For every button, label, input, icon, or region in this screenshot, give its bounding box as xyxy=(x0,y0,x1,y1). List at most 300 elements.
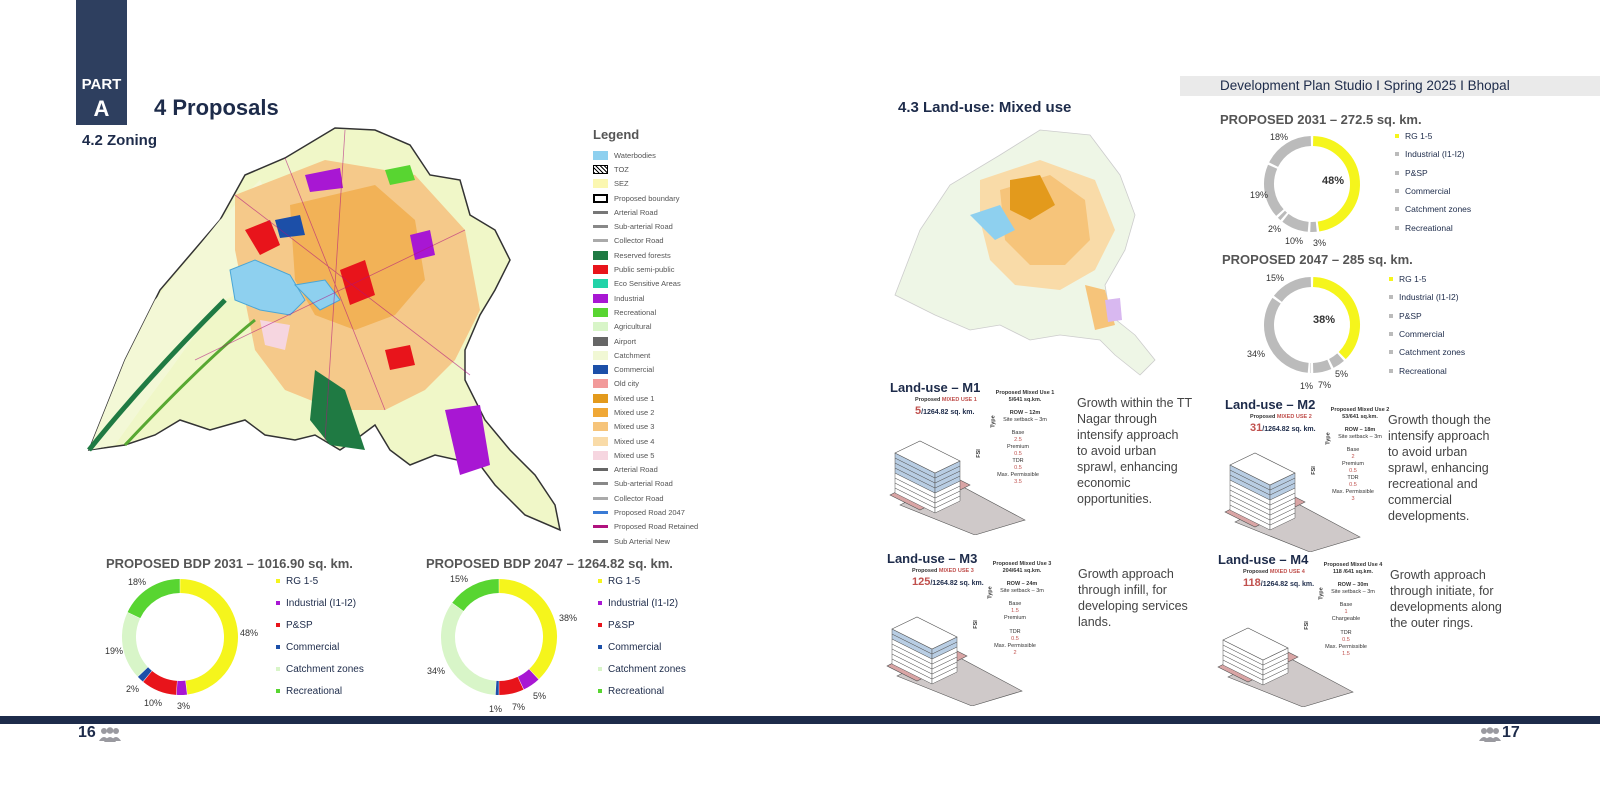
proposed-2047-donut xyxy=(1260,273,1364,377)
pct-label: 1% xyxy=(489,704,503,714)
donut-legend-item xyxy=(276,614,364,636)
legend-label: Mixed use 1 xyxy=(614,393,655,403)
pct-label: 7% xyxy=(512,702,526,712)
mixed-use-count: 5 xyxy=(915,405,922,417)
legend-label: Public semi-public xyxy=(614,265,675,275)
type-heading: Proposed Mixed Use 1 xyxy=(995,390,1055,396)
legend-swatch xyxy=(593,482,608,485)
legend-swatch xyxy=(593,351,608,360)
legend-label: Proposed Road Retained xyxy=(614,522,699,532)
fsi-value: 1.5 xyxy=(1342,651,1350,657)
legend-label: SEZ xyxy=(614,179,629,189)
legend-item xyxy=(593,248,713,262)
fsi-value: 2.5 xyxy=(1014,437,1022,443)
legend-label: Sub Arterial New xyxy=(614,536,670,546)
type-label: Type xyxy=(987,586,994,599)
pct-label: 19% xyxy=(105,646,124,656)
legend-title: Legend xyxy=(593,127,640,142)
m3-description: Growth approach through infill, for developing services lands. xyxy=(1078,567,1188,629)
m3-count-line xyxy=(912,576,984,588)
mixed-use-count: 31 xyxy=(1250,422,1263,434)
m2-description: Growth though the intensify approach to avoid urban sprawl, enhancing recreational and commercial developments. xyxy=(1388,413,1491,523)
type-heading: Proposed Mixed Use 2 xyxy=(1330,407,1390,413)
legend-label: Proposed boundary xyxy=(614,193,680,203)
fsi-value: 1.5 xyxy=(1011,608,1019,614)
donut-legend-item xyxy=(1389,288,1465,306)
fsi-key: TDR xyxy=(1012,458,1024,464)
legend-item xyxy=(593,405,713,419)
m2-title: Land-use – M2 xyxy=(1225,397,1316,412)
fsi-key: Max. Permissible xyxy=(997,472,1039,478)
legend-label: Industrial xyxy=(614,293,645,303)
legend-swatch xyxy=(593,322,608,331)
fsi-key: TDR xyxy=(1347,475,1359,481)
donut-slice-catchment-zones xyxy=(1269,167,1280,213)
donut-legend-item xyxy=(1389,343,1465,361)
legend-swatch xyxy=(593,151,608,160)
donut-legend-item xyxy=(276,636,364,658)
pct-label: 34% xyxy=(427,666,446,676)
donut-legend-item xyxy=(276,570,364,592)
pct-label: 2% xyxy=(1268,224,1282,234)
legend-label: Mixed use 5 xyxy=(614,450,655,460)
donut-slice-rg-1-5 xyxy=(499,586,550,674)
pct-label: 34% xyxy=(1247,349,1266,359)
legend-label: Airport xyxy=(614,336,637,346)
fsi-value: 0.5 xyxy=(1014,465,1022,471)
legend-label: Collector Road xyxy=(614,236,664,246)
legend-item xyxy=(593,434,713,448)
type-label: Type xyxy=(1325,432,1332,445)
legend-item xyxy=(593,234,713,248)
m1-building-diagram xyxy=(880,425,1030,535)
mixed-use-map xyxy=(890,120,1180,380)
legend-swatch xyxy=(593,239,608,242)
legend-dot xyxy=(276,667,280,671)
donut-slice-p-sp xyxy=(148,676,177,687)
pct-label: 3% xyxy=(1313,238,1327,248)
fsi-key: TDR xyxy=(1340,630,1352,636)
legend-label: Sub-arterial Road xyxy=(614,222,673,232)
mixed-use-label: MIXED USE 3 xyxy=(938,568,974,574)
legend-swatch xyxy=(593,437,608,446)
fsi-key: Max. Permissible xyxy=(994,643,1036,649)
legend-label: Commercial xyxy=(614,365,655,375)
legend-label: Mixed use 2 xyxy=(614,407,655,417)
studio-banner: Development Plan Studio I Spring 2025 I Bhopal xyxy=(1180,76,1600,96)
legend-swatch xyxy=(593,511,608,514)
donut-slice-catchment-zones xyxy=(129,615,143,671)
donut-legend-item xyxy=(1395,164,1471,182)
fsi-value: 2 xyxy=(1013,650,1017,656)
fsi-value: 0.5 xyxy=(1014,451,1022,457)
pct-label: 38% xyxy=(1313,314,1336,326)
legend-dot xyxy=(276,623,280,627)
proposed-label: Proposed xyxy=(915,397,941,403)
bdp-2031-title: PROPOSED BDP 2031 – 1016.90 sq. km. xyxy=(106,556,353,571)
fsi-key: Max. Permissible xyxy=(1325,644,1367,650)
pct-label: 18% xyxy=(1270,132,1289,142)
legend-label: P&SP xyxy=(1405,167,1428,178)
legend-label: Commercial xyxy=(608,641,662,653)
pct-label: 5% xyxy=(533,691,547,701)
donut-legend-item xyxy=(1395,218,1471,236)
legend-item xyxy=(593,219,713,233)
row-value: ROW – 12m xyxy=(1009,410,1041,416)
legend-swatch xyxy=(593,294,608,303)
m1-proposed-line xyxy=(915,397,977,404)
donut-slice-p-sp xyxy=(1313,364,1329,368)
donut-slice-industrial-i1-i2- xyxy=(1331,357,1340,363)
bdp-2047-title: PROPOSED BDP 2047 – 1264.82 sq. km. xyxy=(426,556,673,571)
legend-label: Recreational xyxy=(614,307,657,317)
row-value: ROW – 24m xyxy=(1006,581,1038,587)
mixed-use-label: MIXED USE 2 xyxy=(1276,414,1312,420)
legend-dot xyxy=(1389,314,1393,318)
legend-label: Proposed Road 2047 xyxy=(614,508,685,518)
donut-legend-item xyxy=(1389,270,1465,288)
legend-dot xyxy=(276,579,280,583)
legend-swatch xyxy=(593,468,608,471)
legend-swatch xyxy=(593,165,608,174)
footer-bar xyxy=(0,716,1600,724)
bdp-2047-donut xyxy=(437,575,561,699)
pct-label: 10% xyxy=(1285,236,1304,246)
donut-slice-catchment-zones xyxy=(1269,301,1308,368)
legend-swatch xyxy=(593,225,608,228)
legend-label: Catchment xyxy=(614,350,651,360)
m3-building-diagram xyxy=(877,596,1027,706)
proposed-2031-donut xyxy=(1260,132,1364,236)
legend-swatch xyxy=(593,394,608,403)
pct-label: 2% xyxy=(126,684,140,694)
legend-dot xyxy=(1395,152,1399,156)
pct-label: 48% xyxy=(1322,175,1345,187)
legend-label: Eco Sensitive Areas xyxy=(614,279,681,289)
fsi-value: 0.5 xyxy=(1349,468,1357,474)
part-label: PART xyxy=(81,76,122,93)
type-value: 204/641 sq.km. xyxy=(1002,568,1042,574)
bdp-2031-legend xyxy=(276,570,364,702)
donut-legend-item xyxy=(276,680,364,702)
fsi-key: Base xyxy=(1339,602,1353,608)
m2-building-diagram xyxy=(1215,442,1365,552)
mixed-use-total: /1264.82 sq. km. xyxy=(921,409,975,416)
fsi-value: 0.5 xyxy=(1342,637,1350,643)
donut-slice-p-sp xyxy=(1285,218,1308,227)
row-value: ROW – 30m xyxy=(1337,582,1369,588)
m2-proposed-line xyxy=(1250,414,1312,421)
legend-label: RG 1-5 xyxy=(1399,274,1427,285)
bdp-2047-legend xyxy=(598,570,686,702)
fsi-label: FSI xyxy=(972,620,979,629)
legend-swatch xyxy=(593,265,608,274)
bdp-2031-donut xyxy=(118,575,242,699)
donut-legend-item xyxy=(276,658,364,680)
proposed-label: Proposed xyxy=(912,568,938,574)
donut-slice-recreational xyxy=(458,586,499,607)
legend-item xyxy=(593,305,713,319)
donut-slice-industrial-i1-i2- xyxy=(521,674,534,683)
fsi-key: Chargeable xyxy=(1331,616,1361,622)
setback-value: Site setback – 3m xyxy=(1003,417,1047,423)
legend-label: Agricultural xyxy=(614,322,652,332)
fsi-label: FSI xyxy=(1303,621,1310,630)
legend-item xyxy=(593,463,713,477)
legend-label: Industrial (I1-I2) xyxy=(1399,292,1459,303)
legend-item xyxy=(593,320,713,334)
legend-item xyxy=(593,177,713,191)
fsi-key: Base xyxy=(1346,447,1360,453)
pct-label: 15% xyxy=(1266,273,1285,283)
legend-swatch xyxy=(593,179,608,188)
mixed-use-total: /1264.82 sq. km. xyxy=(1260,581,1315,588)
donut-legend-item xyxy=(1389,361,1465,379)
fsi-value: 2 xyxy=(1351,454,1355,460)
fsi-key: Max. Permissible xyxy=(1332,489,1374,495)
type-value: 118 /641 sq.km. xyxy=(1332,569,1374,575)
legend-swatch xyxy=(593,379,608,388)
legend-item xyxy=(593,534,713,548)
legend-swatch xyxy=(593,497,608,500)
pct-label: 5% xyxy=(1335,369,1349,379)
donut-legend-item xyxy=(598,592,686,614)
donut-legend-item xyxy=(1395,182,1471,200)
pct-label: 18% xyxy=(128,577,147,587)
page-title: 4 Proposals xyxy=(154,95,279,120)
donut-slice-recreational xyxy=(134,586,180,615)
setback-value: Site setback – 3m xyxy=(1338,434,1382,440)
legend-item xyxy=(593,362,713,376)
legend-swatch xyxy=(593,365,608,374)
legend-item xyxy=(593,448,713,462)
proposed-2047-title: PROPOSED 2047 – 285 sq. km. xyxy=(1222,252,1413,267)
part-tab xyxy=(76,0,127,125)
legend-item xyxy=(593,348,713,362)
legend-item xyxy=(593,148,713,162)
donut-legend-item xyxy=(598,570,686,592)
legend-dot xyxy=(1389,332,1393,336)
fsi-key: Premium xyxy=(1341,461,1364,467)
legend-item xyxy=(593,334,713,348)
legend-label: RG 1-5 xyxy=(1405,131,1433,142)
legend-swatch xyxy=(593,308,608,317)
legend-label: Recreational xyxy=(1405,222,1453,233)
legend-swatch xyxy=(593,211,608,214)
m2-count-line xyxy=(1250,422,1316,434)
proposed-label: Proposed xyxy=(1243,569,1269,575)
legend-dot xyxy=(276,689,280,693)
legend-swatch xyxy=(593,337,608,346)
m4-proposed-line xyxy=(1243,569,1305,576)
legend-swatch xyxy=(593,422,608,431)
legend-label: Catchment zones xyxy=(286,663,364,675)
legend-label: Catchment zones xyxy=(608,663,686,675)
legend-dot xyxy=(598,667,602,671)
legend-label: Recreational xyxy=(286,685,343,697)
legend-dot xyxy=(1389,277,1393,281)
zoning-legend xyxy=(593,127,713,548)
legend-label: Mixed use 3 xyxy=(614,422,655,432)
m4-count-line xyxy=(1243,577,1314,589)
legend-swatch xyxy=(593,194,608,203)
legend-item xyxy=(593,391,713,405)
page-number-right: 17 xyxy=(1502,724,1520,741)
legend-label: Old city xyxy=(614,379,640,389)
legend-label: Recreational xyxy=(608,685,665,697)
donut-legend-item xyxy=(598,680,686,702)
legend-swatch xyxy=(593,525,608,528)
legend-label: P&SP xyxy=(608,619,635,631)
fsi-key: Base xyxy=(1008,601,1022,607)
m1-description: Growth within the TT Nagar through intensify approach to avoid urban sprawl, enhancing economic opportunities. xyxy=(1077,396,1192,506)
legend-dot xyxy=(598,689,602,693)
donut-legend-item xyxy=(598,636,686,658)
donut-slice-recreational xyxy=(1274,141,1311,165)
legend-dot xyxy=(598,623,602,627)
legend-swatch xyxy=(593,251,608,260)
legend-label: Arterial Road xyxy=(614,207,658,217)
row-value: ROW – 18m xyxy=(1344,427,1376,433)
mixed-use-total: /1264.82 sq. km. xyxy=(930,580,984,587)
people-icon xyxy=(98,727,122,742)
type-heading: Proposed Mixed Use 3 xyxy=(992,561,1052,567)
legend-label: P&SP xyxy=(1399,310,1422,321)
proposed-2047-legend xyxy=(1389,270,1465,380)
legend-label: Industrial (I1-I2) xyxy=(1405,149,1465,160)
type-value: 53/641 sq.km. xyxy=(1342,414,1378,420)
mixed-use-title: 4.3 Land-use: Mixed use xyxy=(898,99,1072,116)
legend-label: Sub-arterial Road xyxy=(614,479,673,489)
legend-label: RG 1-5 xyxy=(286,575,319,587)
type-value: 5/641 sq.km. xyxy=(1008,397,1042,403)
fsi-value: 0.5 xyxy=(1349,482,1357,488)
legend-dot xyxy=(1395,134,1399,138)
legend-dot xyxy=(1389,350,1393,354)
type-label: Type xyxy=(1318,587,1325,600)
legend-dot xyxy=(1395,226,1399,230)
donut-legend-item xyxy=(1395,127,1471,145)
legend-swatch xyxy=(593,451,608,460)
legend-label: Arterial Road xyxy=(614,465,658,475)
legend-dot xyxy=(1395,207,1399,211)
legend-label: Commercial xyxy=(286,641,340,653)
legend-item xyxy=(593,491,713,505)
donut-slice-p-sp xyxy=(499,683,520,688)
legend-dot xyxy=(598,579,602,583)
legend-dot xyxy=(1389,295,1393,299)
fsi-key: Base xyxy=(1011,430,1025,436)
legend-item xyxy=(593,191,713,205)
donut-slice-catchment-zones xyxy=(448,607,496,688)
donut-legend-item xyxy=(598,658,686,680)
setback-value: Site setback – 3m xyxy=(1331,589,1375,595)
legend-item xyxy=(593,291,713,305)
legend-dot xyxy=(598,645,602,649)
zoning-map xyxy=(85,120,585,540)
donut-legend-item xyxy=(1389,307,1465,325)
m3-title: Land-use – M3 xyxy=(887,551,978,566)
legend-label: P&SP xyxy=(286,619,313,631)
legend-dot xyxy=(276,645,280,649)
legend-item xyxy=(593,377,713,391)
pct-label: 48% xyxy=(240,628,259,638)
legend-label: Catchment zones xyxy=(1399,347,1466,358)
type-label: Type xyxy=(990,415,997,428)
legend-label: Waterbodies xyxy=(614,150,656,160)
legend-dot xyxy=(1395,171,1399,175)
mixed-map-mu5 xyxy=(1105,298,1122,322)
donut-legend-item xyxy=(1395,145,1471,163)
fsi-label: FSI xyxy=(975,449,982,458)
page-number-left: 16 xyxy=(78,724,96,741)
proposed-2031-legend xyxy=(1395,127,1471,237)
legend-label: Catchment zones xyxy=(1405,204,1472,215)
fsi-key: Premium xyxy=(1003,615,1026,621)
legend-swatch xyxy=(593,279,608,288)
legend-label: Mixed use 4 xyxy=(614,436,655,446)
donut-slice-commercial xyxy=(143,672,147,676)
donut-slice-commercial xyxy=(1281,214,1283,216)
m4-building-diagram xyxy=(1208,597,1358,707)
mixed-use-label: MIXED USE 1 xyxy=(941,397,977,403)
pct-label: 15% xyxy=(450,574,469,584)
m4-description: Growth approach through initiate, for developments along the outer rings. xyxy=(1390,568,1502,630)
legend-item xyxy=(593,420,713,434)
mixed-use-count: 125 xyxy=(912,576,931,588)
m4-title: Land-use – M4 xyxy=(1218,552,1309,567)
pct-label: 3% xyxy=(177,701,191,711)
legend-label: Commercial xyxy=(1399,329,1445,340)
legend-label: Commercial xyxy=(1405,186,1451,197)
pct-label: 10% xyxy=(144,698,163,708)
donut-legend-item xyxy=(276,592,364,614)
mixed-use-count: 118 xyxy=(1243,577,1261,589)
pct-label: 7% xyxy=(1318,380,1332,390)
fsi-key: TDR xyxy=(1009,629,1021,635)
pct-label: 38% xyxy=(559,613,578,623)
m3-proposed-line xyxy=(912,568,974,575)
setback-value: Site setback – 3m xyxy=(1000,588,1044,594)
legend-dot xyxy=(276,601,280,605)
legend-swatch xyxy=(593,408,608,417)
zoning-title: 4.2 Zoning xyxy=(82,132,157,149)
legend-label: Recreational xyxy=(1399,365,1447,376)
legend-label: Reserved forests xyxy=(614,250,671,260)
legend-label: Industrial (I1-I2) xyxy=(286,597,357,609)
fsi-key: Premium xyxy=(1006,444,1029,450)
legend-item xyxy=(593,505,713,519)
legend-item xyxy=(593,205,713,219)
fsi-value: 0.5 xyxy=(1011,636,1019,642)
legend-dot xyxy=(598,601,602,605)
pct-label: 19% xyxy=(1250,190,1269,200)
legend-dot xyxy=(1389,369,1393,373)
legend-item xyxy=(593,277,713,291)
fsi-value: 3 xyxy=(1351,496,1355,502)
legend-label: Industrial (I1-I2) xyxy=(608,597,679,609)
part-letter: A xyxy=(93,96,110,121)
proposed-2031-title: PROPOSED 2031 – 272.5 sq. km. xyxy=(1220,112,1422,127)
mixed-use-label: MIXED USE 4 xyxy=(1269,569,1305,575)
legend-label: Collector Road xyxy=(614,493,664,503)
pct-label: 1% xyxy=(1300,381,1314,391)
donut-legend-item xyxy=(598,614,686,636)
m1-title: Land-use – M1 xyxy=(890,380,981,395)
legend-item xyxy=(593,477,713,491)
proposed-label: Proposed xyxy=(1250,414,1276,420)
type-heading: Proposed Mixed Use 4 xyxy=(1323,562,1383,568)
